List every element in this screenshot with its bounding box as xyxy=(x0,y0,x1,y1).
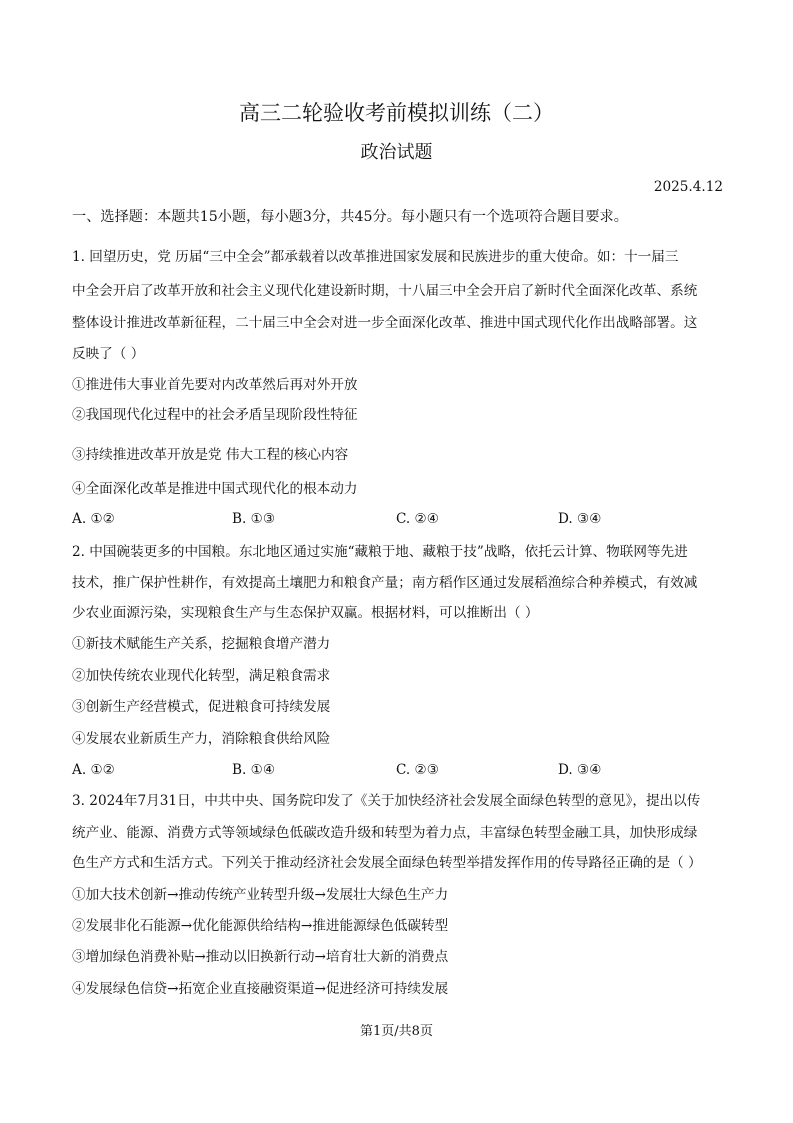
question-2-option-d[interactable]: D. ③④ xyxy=(558,762,602,778)
question-2-item: ②加快传统农业现代化转型，满足粮食需求 xyxy=(72,668,331,684)
question-1-stem-line: 整体设计推进改革新征程，二十届三中全会对进一步全面深化改革、推进中国式现代化作出战略部署。这 xyxy=(72,315,698,331)
question-3-item: ①加大技术创新→推动传统产业转型升级→发展壮大绿色生产力 xyxy=(72,887,449,903)
question-1-stem-line: 1. 回望历史，党 历届“三中全会”都承载着以改革推进国家发展和民族进步的重大使命。如：十一届三 xyxy=(72,249,679,265)
question-1-option-d[interactable]: D. ③④ xyxy=(558,511,602,527)
question-1-item: ③持续推进改革开放是党 伟大工程的核心内容 xyxy=(72,447,349,463)
question-3-stem-line: 色生产方式和生活方式。下列关于推动经济社会发展全面绿色转型举措发挥作用的传导路径正确的是（ ） xyxy=(72,855,702,871)
question-2-option-c[interactable]: C. ②③ xyxy=(396,762,439,778)
question-3-item: ②发展非化石能源→优化能源供给结构→推进能源绿色低碳转型 xyxy=(72,918,449,934)
question-3-stem-line: 统产业、能源、消费方式等领域绿色低碳改造升级和转型为着力点，丰富绿色转型金融工具，加快形成绿 xyxy=(72,825,698,841)
question-2-item: ①新技术赋能生产关系，挖掘粮食增产潜力 xyxy=(72,636,331,652)
question-1-option-b[interactable]: B. ①③ xyxy=(232,511,276,527)
question-2-stem-line: 2. 中国碗装更多的中国粮。东北地区通过实施“藏粮于地、藏粮于技”战略，依托云计算、物联网等先进 xyxy=(72,544,688,560)
question-3-item: ③增加绿色消费补贴→推动以旧换新行动→培育壮大新的消费点 xyxy=(72,949,449,965)
section-heading: 一、选择题：本题共15小题，每小题3分，共45分。每小题只有一个选项符合题目要求。 xyxy=(72,209,628,225)
exam-date: 2025.4.12 xyxy=(653,179,723,195)
question-1-item: ①推进伟大事业首先要对内改革然后再对外开放 xyxy=(72,377,358,393)
question-1-item: ②我国现代化过程中的社会矛盾呈现阶段性特征 xyxy=(72,407,358,423)
question-1-item: ④全面深化改革是推进中国式现代化的根本动力 xyxy=(72,481,358,497)
question-2-item: ④发展农业新质生产力，消除粮食供给风险 xyxy=(72,731,331,747)
question-1-stem-line: 中全会开启了改革开放和社会主义现代化建设新时期，十八届三中全会开启了新时代全面深化改革、系统 xyxy=(72,283,698,299)
question-3-item: ④发展绿色信贷→拓宽企业直接融资渠道→促进经济可持续发展 xyxy=(72,981,449,997)
question-2-stem-line: 技术，推广保护性耕作，有效提高土壤肥力和粮食产量；南方稻作区通过发展稻渔综合种养模式，有效减 xyxy=(72,575,698,591)
question-2-item: ③创新生产经营模式，促进粮食可持续发展 xyxy=(72,699,331,715)
question-2-option-a[interactable]: A. ①② xyxy=(72,762,115,778)
question-1-option-a[interactable]: A. ①② xyxy=(72,511,115,527)
exam-title: 高三二轮验收考前模拟训练（二） xyxy=(239,101,554,125)
question-1-option-c[interactable]: C. ②④ xyxy=(396,511,439,527)
question-3-stem-line: 3. 2024年7月31日，中共中央、国务院印发了《关于加快经济社会发展全面绿色转型的意见》，提出以传 xyxy=(72,793,701,809)
exam-subtitle: 政治试题 xyxy=(360,142,433,163)
question-1-stem-line: 反映了（ ） xyxy=(72,346,145,362)
question-2-stem-line: 少农业面源污染，实现粮食生产与生态保护双赢。根据材料，可以推断出（ ） xyxy=(72,605,539,621)
page-number: 第1页/共8页 xyxy=(360,1024,433,1039)
question-2-option-b[interactable]: B. ①④ xyxy=(232,762,276,778)
